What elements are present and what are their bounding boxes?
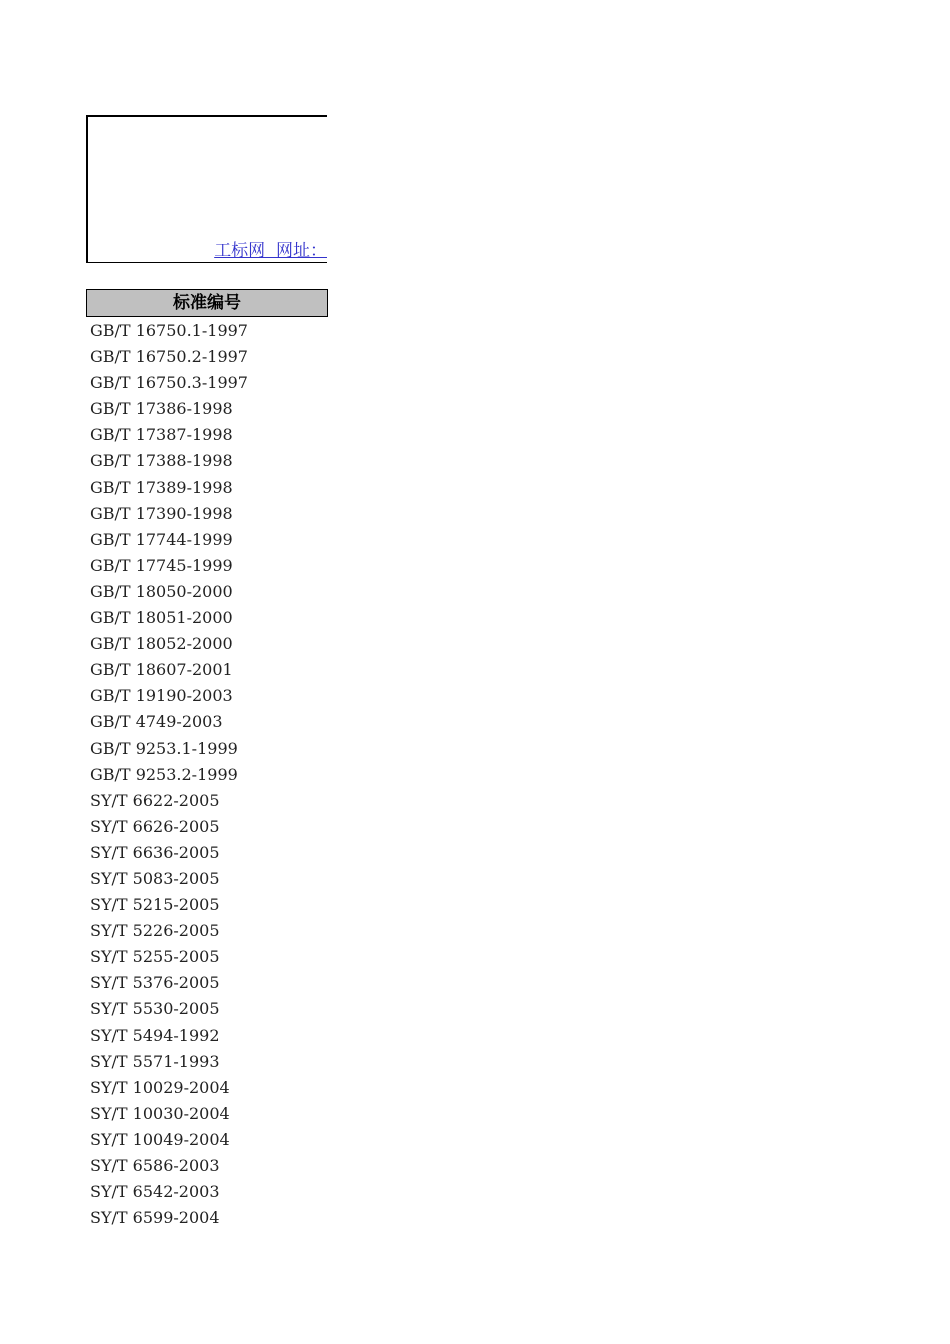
- list-item: GB/T 4749-2003: [90, 712, 223, 732]
- list-item: GB/T 19190-2003: [90, 686, 233, 706]
- list-item: GB/T 17389-1998: [90, 477, 233, 497]
- list-item: SY/T 5494-1992: [90, 1025, 220, 1045]
- standard-list: [90, 318, 248, 1231]
- list-item: GB/T 9253.1-1999: [90, 738, 238, 758]
- list-item: SY/T 6636-2005: [90, 842, 220, 862]
- list-item: GB/T 18607-2001: [90, 660, 233, 680]
- column-header-standard-number: 标准编号: [86, 289, 328, 317]
- list-item: SY/T 5226-2005: [90, 921, 220, 941]
- list-item: GB/T 18051-2000: [90, 608, 233, 628]
- list-item: GB/T 17388-1998: [90, 451, 233, 471]
- site-link[interactable]: 工标网 网址：: [214, 241, 327, 261]
- list-item: SY/T 6586-2003: [90, 1156, 220, 1175]
- list-item: GB/T 17387-1998: [90, 425, 233, 445]
- list-item: SY/T 10030-2004: [90, 1103, 230, 1123]
- list-item: GB/T 17745-1999: [90, 555, 233, 575]
- list-item: SY/T 6622-2005: [90, 790, 220, 810]
- list-item: GB/T 9253.2-1999: [90, 764, 238, 784]
- list-item: SY/T 10029-2004: [90, 1077, 230, 1097]
- list-item: SY/T 6599-2004: [90, 1208, 220, 1228]
- list-item: GB/T 16750.3-1997: [90, 373, 248, 393]
- list-item: GB/T 17386-1998: [90, 399, 233, 419]
- list-item: SY/T 5376-2005: [90, 973, 220, 993]
- list-item: GB/T 16750.1-1997: [90, 321, 248, 340]
- header-box: [86, 115, 327, 263]
- list-item: GB/T 16750.2-1997: [90, 347, 248, 367]
- list-item: SY/T 6542-2003: [90, 1182, 220, 1202]
- list-item: GB/T 17390-1998: [90, 503, 233, 523]
- list-item: SY/T 6626-2005: [90, 816, 220, 836]
- list-item: SY/T 10049-2004: [90, 1129, 230, 1149]
- list-item: GB/T 18052-2000: [90, 634, 233, 654]
- list-item: SY/T 5215-2005: [90, 895, 220, 915]
- list-item: SY/T 5530-2005: [90, 999, 220, 1019]
- list-item: GB/T 18050-2000: [90, 581, 233, 601]
- list-item: GB/T 17744-1999: [90, 529, 233, 549]
- list-item: SY/T 5083-2005: [90, 868, 220, 888]
- list-item: SY/T 5571-1993: [90, 1051, 220, 1071]
- list-item: SY/T 5255-2005: [90, 947, 220, 967]
